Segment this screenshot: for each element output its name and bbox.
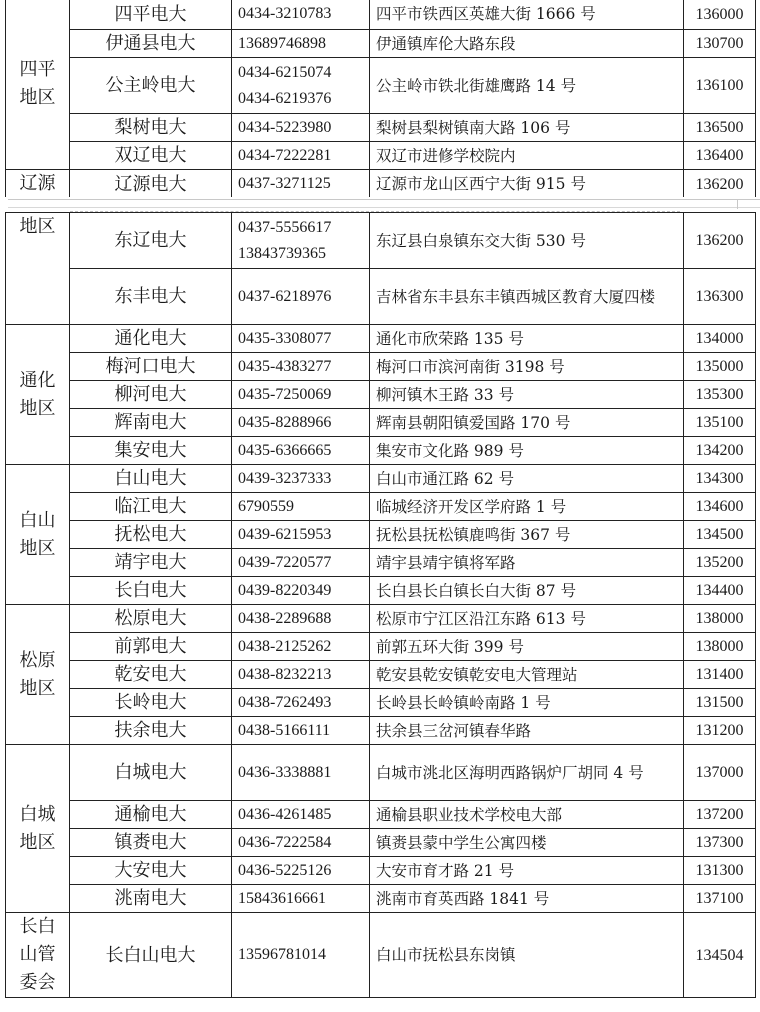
phone: 0439-7220577 bbox=[232, 549, 370, 577]
table-row bbox=[6, 577, 756, 605]
school-name: 乾安电大 bbox=[70, 661, 232, 689]
address: 集安市文化路 989 号 bbox=[370, 437, 684, 465]
region-label: 地区 bbox=[19, 397, 56, 419]
address: 公主岭市铁北街雄鹰路 14 号 bbox=[370, 58, 684, 114]
phone: 0436-4261485 bbox=[232, 801, 370, 829]
table-row bbox=[6, 437, 756, 465]
phone bbox=[232, 213, 370, 269]
school-name: 抚松电大 bbox=[70, 521, 232, 549]
region-label: 地区 bbox=[19, 537, 56, 559]
address: 梅河口市滨河南街 3198 号 bbox=[370, 353, 684, 381]
zip-code: 137100 bbox=[684, 885, 756, 913]
address: 伊通镇库伦大路东段 bbox=[370, 30, 684, 58]
phone: 15843616661 bbox=[232, 885, 370, 913]
zip-code: 135200 bbox=[684, 549, 756, 577]
table-row bbox=[6, 114, 756, 142]
zip-code: 131500 bbox=[684, 689, 756, 717]
table-row bbox=[6, 353, 756, 381]
table-row bbox=[6, 30, 756, 58]
address: 辽源市龙山区西宁大街 915 号 bbox=[370, 170, 684, 199]
region-cell bbox=[6, 170, 70, 199]
region-label: 山管 bbox=[19, 944, 56, 965]
phone: 0436-3338881 bbox=[232, 745, 370, 801]
school-name: 辽源电大 bbox=[70, 170, 232, 199]
address: 通化市欣荣路 135 号 bbox=[370, 325, 684, 353]
school-name: 松原电大 bbox=[70, 605, 232, 633]
zip-code: 136200 bbox=[684, 213, 756, 269]
phone: 0436-5225126 bbox=[232, 857, 370, 885]
phone-line: 0434-6215074 bbox=[238, 63, 332, 81]
table-row bbox=[6, 493, 756, 521]
table-row bbox=[6, 605, 756, 633]
phone: 0438-8232213 bbox=[232, 661, 370, 689]
zip-code: 137300 bbox=[684, 829, 756, 857]
region-label: 长白 bbox=[19, 916, 56, 937]
school-name: 梨树电大 bbox=[70, 114, 232, 142]
zip-code: 131400 bbox=[684, 661, 756, 689]
school-name: 镇赉电大 bbox=[70, 829, 232, 857]
school-name: 东丰电大 bbox=[70, 269, 232, 325]
region-label: 地区 bbox=[19, 677, 56, 699]
school-name: 梅河口电大 bbox=[70, 353, 232, 381]
phone: 0439-8220349 bbox=[232, 577, 370, 605]
zip-code: 134400 bbox=[684, 577, 756, 605]
table-row bbox=[6, 633, 756, 661]
school-name: 柳河电大 bbox=[70, 381, 232, 409]
table-row bbox=[6, 0, 756, 30]
region-label: 委会 bbox=[19, 972, 56, 993]
address: 乾安县乾安镇乾安电大管理站 bbox=[370, 661, 684, 689]
table-row bbox=[6, 58, 756, 114]
address: 临城经济开发区学府路 1 号 bbox=[370, 493, 684, 521]
zip-code: 134000 bbox=[684, 325, 756, 353]
phone: 0434-5223980 bbox=[232, 114, 370, 142]
phone: 6790559 bbox=[232, 493, 370, 521]
school-name: 东辽电大 bbox=[70, 213, 232, 269]
region-cell bbox=[6, 913, 70, 998]
school-name: 白山电大 bbox=[70, 465, 232, 493]
region-cell bbox=[6, 213, 70, 325]
table-row bbox=[6, 801, 756, 829]
table-row bbox=[6, 213, 756, 269]
zip-code: 135000 bbox=[684, 353, 756, 381]
zip-code: 134504 bbox=[684, 913, 756, 998]
school-name: 公主岭电大 bbox=[70, 58, 232, 114]
region-label: 白山 bbox=[19, 509, 56, 531]
region-cell bbox=[6, 745, 70, 913]
phone: 0439-3237333 bbox=[232, 465, 370, 493]
phone: 13689746898 bbox=[232, 30, 370, 58]
phone: 0439-6215953 bbox=[232, 521, 370, 549]
region-label: 地区 bbox=[19, 216, 56, 237]
address: 吉林省东丰县东丰镇西城区教育大厦四楼 bbox=[370, 269, 684, 325]
phone: 0438-2125262 bbox=[232, 633, 370, 661]
address: 抚松县抚松镇鹿鸣街 367 号 bbox=[370, 521, 684, 549]
phone-line: 0434-6219376 bbox=[238, 89, 332, 107]
phone: 0434-3210783 bbox=[232, 0, 370, 30]
zip-code: 136300 bbox=[684, 269, 756, 325]
table-row bbox=[6, 170, 756, 199]
region-cell bbox=[6, 605, 70, 745]
zip-code: 136100 bbox=[684, 58, 756, 114]
school-name: 通榆电大 bbox=[70, 801, 232, 829]
school-name: 白城电大 bbox=[70, 745, 232, 801]
phone: 0434-7222281 bbox=[232, 142, 370, 170]
phone: 0436-7222584 bbox=[232, 829, 370, 857]
page-edge-line bbox=[8, 207, 760, 208]
phone-line: 13843739365 bbox=[238, 244, 326, 262]
phone: 0435-8288966 bbox=[232, 409, 370, 437]
school-name: 洮南电大 bbox=[70, 885, 232, 913]
region-label: 辽源 bbox=[19, 173, 56, 194]
page-edge-line bbox=[8, 199, 760, 200]
region-cell bbox=[6, 465, 70, 605]
school-name: 临江电大 bbox=[70, 493, 232, 521]
phone: 0437-6218976 bbox=[232, 269, 370, 325]
contact-table-part-2 bbox=[5, 212, 756, 998]
table-row bbox=[6, 269, 756, 325]
table-row bbox=[6, 661, 756, 689]
table-row bbox=[6, 549, 756, 577]
table-row bbox=[6, 381, 756, 409]
phone: 0438-2289688 bbox=[232, 605, 370, 633]
phone: 0437-3271125 bbox=[232, 170, 370, 199]
school-name: 伊通县电大 bbox=[70, 30, 232, 58]
school-name: 集安电大 bbox=[70, 437, 232, 465]
zip-code: 136200 bbox=[684, 170, 756, 199]
table-row bbox=[6, 409, 756, 437]
table-row bbox=[6, 717, 756, 745]
school-name: 长白电大 bbox=[70, 577, 232, 605]
address: 四平市铁西区英雄大街 1666 号 bbox=[370, 0, 684, 30]
school-name: 长岭电大 bbox=[70, 689, 232, 717]
region-label: 松原 bbox=[19, 649, 56, 671]
school-name: 大安电大 bbox=[70, 857, 232, 885]
phone bbox=[232, 58, 370, 114]
region-label: 四平 bbox=[19, 59, 56, 80]
address: 白城市洮北区海明西路锅炉厂胡同 4 号 bbox=[370, 745, 684, 801]
address: 松原市宁江区沿江东路 613 号 bbox=[370, 605, 684, 633]
address: 通榆县职业技术学校电大部 bbox=[370, 801, 684, 829]
region-label: 白城 bbox=[19, 803, 56, 825]
address: 双辽市进修学校院内 bbox=[370, 142, 684, 170]
zip-code: 137200 bbox=[684, 801, 756, 829]
region-label: 地区 bbox=[19, 87, 56, 108]
phone: 0435-4383277 bbox=[232, 353, 370, 381]
zip-code: 134600 bbox=[684, 493, 756, 521]
zip-code: 136400 bbox=[684, 142, 756, 170]
address: 靖宇县靖宇镇将军路 bbox=[370, 549, 684, 577]
zip-code: 135300 bbox=[684, 381, 756, 409]
school-name: 扶余电大 bbox=[70, 717, 232, 745]
table-row bbox=[6, 465, 756, 493]
zip-code: 138000 bbox=[684, 633, 756, 661]
school-name: 靖宇电大 bbox=[70, 549, 232, 577]
zip-code: 135100 bbox=[684, 409, 756, 437]
phone: 0438-7262493 bbox=[232, 689, 370, 717]
address: 长白县长白镇长白大街 87 号 bbox=[370, 577, 684, 605]
table-row bbox=[6, 857, 756, 885]
zip-code: 136500 bbox=[684, 114, 756, 142]
address: 柳河镇木王路 33 号 bbox=[370, 381, 684, 409]
address: 洮南市育英西路 1841 号 bbox=[370, 885, 684, 913]
phone: 0435-7250069 bbox=[232, 381, 370, 409]
table-row bbox=[6, 142, 756, 170]
school-name: 通化电大 bbox=[70, 325, 232, 353]
table-row bbox=[6, 325, 756, 353]
table-row bbox=[6, 521, 756, 549]
address: 镇赉县蒙中学生公寓四楼 bbox=[370, 829, 684, 857]
phone: 0435-3308077 bbox=[232, 325, 370, 353]
phone: 13596781014 bbox=[232, 913, 370, 998]
zip-code: 134500 bbox=[684, 521, 756, 549]
school-name: 长白山电大 bbox=[70, 913, 232, 998]
table-row bbox=[6, 689, 756, 717]
address: 梨树县梨树镇南大路 106 号 bbox=[370, 114, 684, 142]
region-cell bbox=[6, 0, 70, 170]
school-name: 前郭电大 bbox=[70, 633, 232, 661]
phone: 0435-6366665 bbox=[232, 437, 370, 465]
zip-code: 131300 bbox=[684, 857, 756, 885]
zip-code: 134300 bbox=[684, 465, 756, 493]
school-name: 辉南电大 bbox=[70, 409, 232, 437]
address: 白山市抚松县东岗镇 bbox=[370, 913, 684, 998]
address: 东辽县白泉镇东交大街 530 号 bbox=[370, 213, 684, 269]
zip-code: 138000 bbox=[684, 605, 756, 633]
phone-line: 0437-5556617 bbox=[238, 218, 332, 236]
region-label: 通化 bbox=[19, 369, 56, 391]
address: 前郭五环大街 399 号 bbox=[370, 633, 684, 661]
contact-table-part-1 bbox=[5, 0, 756, 199]
region-label: 地区 bbox=[19, 831, 56, 853]
school-name: 四平电大 bbox=[70, 0, 232, 30]
zip-code: 131200 bbox=[684, 717, 756, 745]
table-row bbox=[6, 885, 756, 913]
table-row bbox=[6, 829, 756, 857]
zip-code: 136000 bbox=[684, 0, 756, 30]
address: 扶余县三岔河镇春华路 bbox=[370, 717, 684, 745]
zip-code: 137000 bbox=[684, 745, 756, 801]
address: 辉南县朝阳镇爱国路 170 号 bbox=[370, 409, 684, 437]
table-row bbox=[6, 745, 756, 801]
phone: 0438-5166111 bbox=[232, 717, 370, 745]
address: 白山市通江路 62 号 bbox=[370, 465, 684, 493]
school-name: 双辽电大 bbox=[70, 142, 232, 170]
table-row bbox=[6, 913, 756, 998]
region-cell bbox=[6, 325, 70, 465]
page-corner-mark bbox=[737, 200, 738, 209]
zip-code: 130700 bbox=[684, 30, 756, 58]
zip-code: 134200 bbox=[684, 437, 756, 465]
address: 大安市育才路 21 号 bbox=[370, 857, 684, 885]
address: 长岭县长岭镇岭南路 1 号 bbox=[370, 689, 684, 717]
